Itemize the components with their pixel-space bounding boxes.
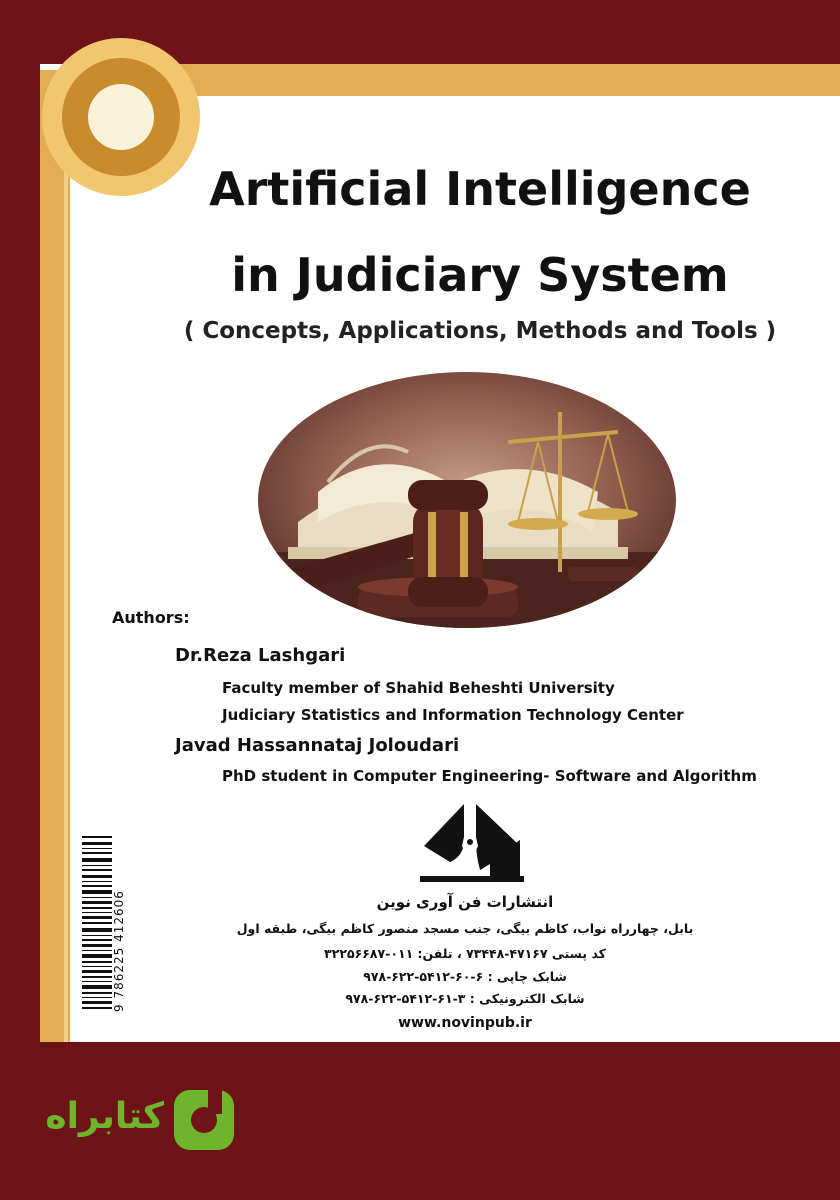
author-2-name: Javad Hassannataj Joloudari [175, 735, 460, 756]
gavel-book-scales-photo [258, 372, 676, 628]
publisher-name: انتشارات فن آوری نوین [376, 893, 554, 911]
author-1-name: Dr.Reza Lashgari [175, 645, 346, 666]
publisher-address: بابل، چهارراه نواب، کاظم بیگی، جنب مسجد منصور کاظم بیگی، طبقه اول [236, 921, 694, 936]
book-subtitle: ( Concepts, Applications, Methods and Tools ) [183, 318, 777, 344]
isbn-electronic: شابک الکترونیکی : ۳-۶۱-۵۴۱۲-۶۲۲-۹۷۸ [345, 991, 585, 1006]
corner-circle-center [88, 84, 154, 150]
book-title-line1: Artificial Intelligence [209, 162, 751, 216]
barcode-number: 9 786225 412606 [112, 890, 126, 1012]
ketabrah-logo-icon [174, 1090, 234, 1150]
gold-frame-line [64, 96, 68, 1042]
ketabrah-wordmark: کتابراه [45, 1096, 164, 1137]
author-1-role-2: Judiciary Statistics and Information Technology Center [222, 706, 684, 724]
authors-label: Authors: [112, 608, 190, 627]
author-1-role-1: Faculty member of Shahid Beheshti University [222, 679, 615, 697]
isbn-print: شابک چاپی : ۶-۶۰-۵۴۱۲-۶۲۲-۹۷۸ [363, 969, 567, 984]
publisher-website[interactable]: www.novinpub.ir [398, 1015, 532, 1031]
ketabrah-brand [24, 1088, 224, 1158]
book-title-line2: in Judiciary System [231, 248, 729, 302]
publisher-pen-logo [420, 800, 524, 886]
publisher-postal-phone: کد پستی ۴۷۱۶۷-۷۳۴۴۸ ، تلفن: ۰۱۱-۳۲۲۵۶۶۸۷ [324, 946, 606, 961]
author-2-role-1: PhD student in Computer Engineering- Software and Algorithm [222, 767, 757, 785]
